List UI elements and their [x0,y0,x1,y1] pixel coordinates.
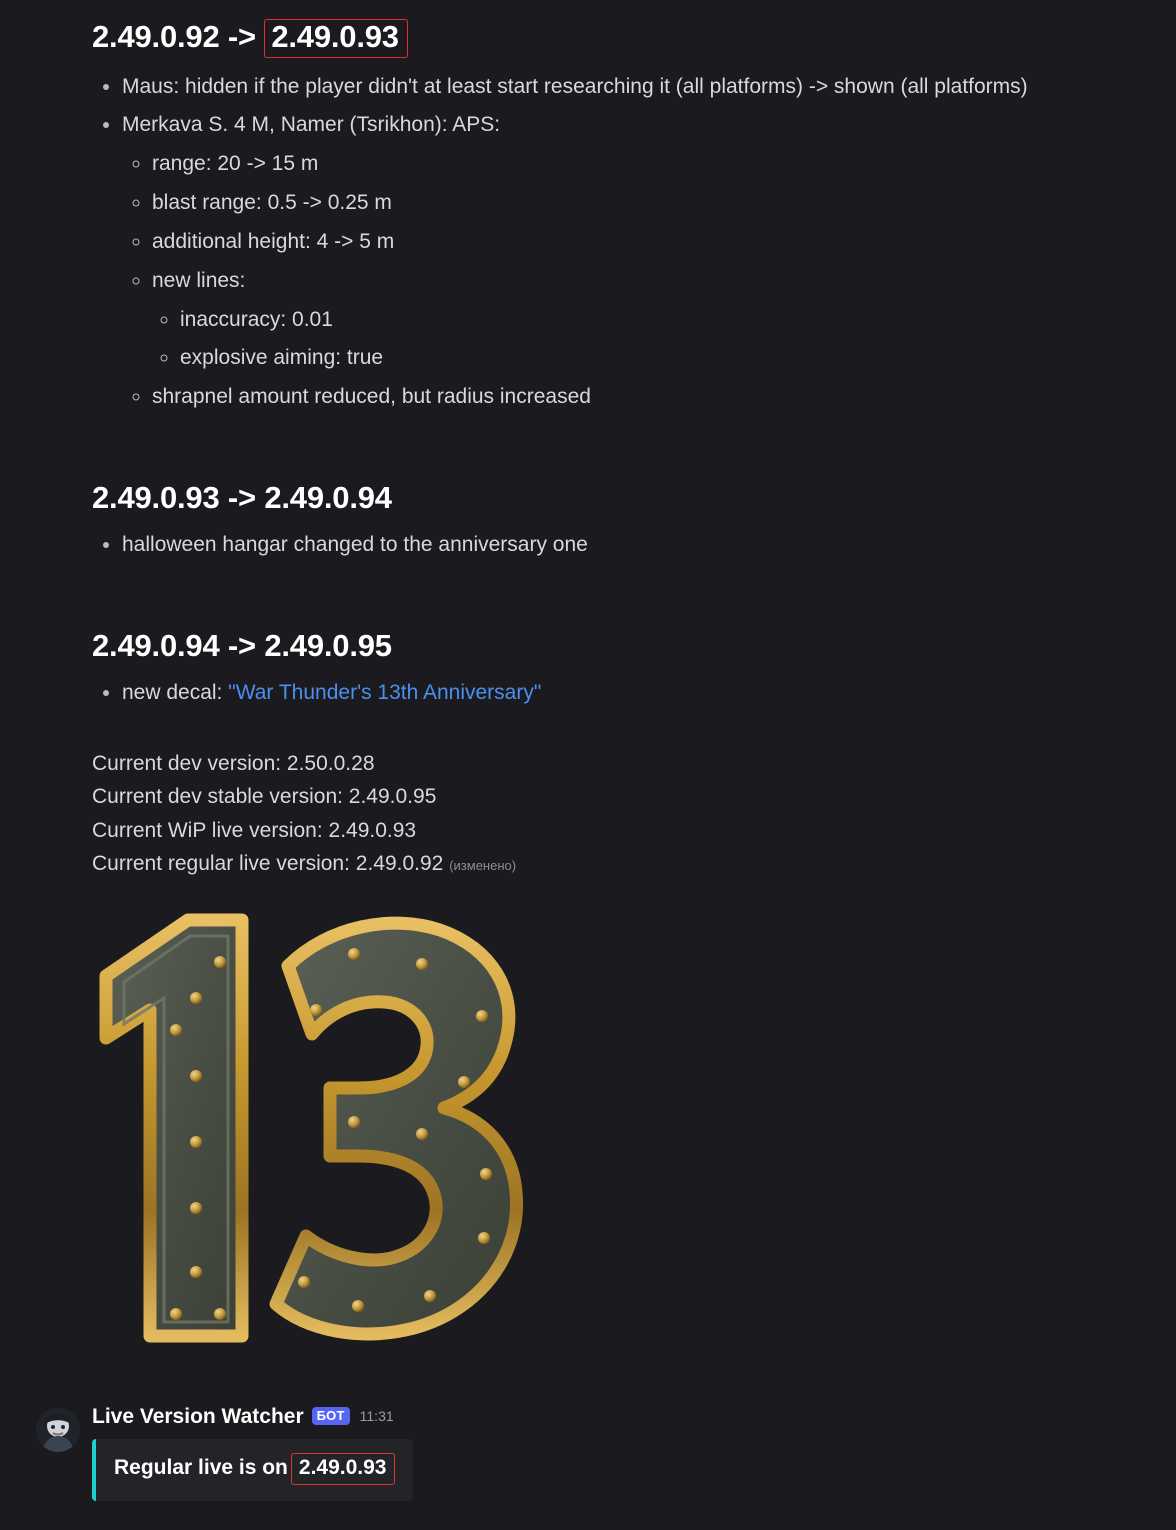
list-item [152,145,1122,184]
current-wip-live-version: Current WiP live version: 2.49.0.93 [92,818,417,842]
list-item [152,378,1122,417]
list-item-text: Maus: hidden if the player didn't at least start researching it (all platforms) -> shown (all platforms) [122,74,1028,98]
list-item-text: additional height: 4 -> 5 m [152,229,395,253]
embed-card [92,1439,413,1501]
section-title-2: 2.49.0.93 -> 2.49.0.94 [92,480,392,516]
edited-marker: (изменено) [449,857,517,873]
current-regular-live-version-text: Current regular live version: 2.49.0.92 [92,851,444,875]
bot-badge: БОТ [312,1407,350,1425]
avatar[interactable] [36,1408,80,1452]
list-item [152,223,1122,262]
changelog-list-2 [92,526,1122,565]
message-timestamp: 11:31 [359,1408,394,1425]
list-item [180,339,1122,378]
list-item [122,106,1122,417]
message-content [24,18,1152,1376]
list-item-text: shrapnel amount reduced, but radius increased [152,385,591,409]
list-item [122,674,1122,713]
list-item [180,301,1122,340]
changelog-sublist [122,145,1122,417]
bot-message-header [92,1406,1152,1427]
current-dev-stable-version: Current dev stable version: 2.49.0.95 [92,785,437,809]
version-status-block [92,747,1122,880]
bot-author-name[interactable]: Live Version Watcher [92,1404,304,1428]
section-title-3: 2.49.0.94 -> 2.49.0.95 [92,628,392,664]
section-title-1 [92,18,1122,58]
list-item-text: inaccuracy: 0.01 [180,307,333,331]
current-regular-live-version [92,847,1122,880]
changelog-list-3 [92,674,1122,713]
embed-version-highlight: 2.49.0.93 [291,1453,396,1485]
list-item-text: blast range: 0.5 -> 0.25 m [152,191,392,215]
changelog-list-1 [92,68,1122,418]
current-dev-version: Current dev version: 2.50.0.28 [92,752,375,776]
anniversary-artwork[interactable] [92,906,562,1376]
embed-text-prefix: Regular live is on [114,1455,288,1479]
list-item-text: new decal: [122,681,229,705]
list-item-text: range: 20 -> 15 m [152,152,319,176]
list-item-text: Merkava S. 4 M, Namer (Tsrikhon): APS: [122,113,501,137]
section-title-1-highlight: 2.49.0.93 [264,19,407,58]
list-item-text: halloween hangar changed to the anniversary one [122,533,588,557]
bot-message [24,1406,1152,1527]
section-title-1-prefix: 2.49.0.92 -> [92,19,265,54]
list-item [152,262,1122,379]
embed-text [114,1453,395,1485]
list-item-text: new lines: [152,268,246,292]
decal-link[interactable]: "War Thunder's 13th Anniversary" [228,681,542,705]
changelog-subsublist [152,301,1122,379]
list-item [152,184,1122,223]
list-item [122,68,1122,107]
list-item [122,526,1122,565]
list-item-text: explosive aiming: true [180,346,384,370]
